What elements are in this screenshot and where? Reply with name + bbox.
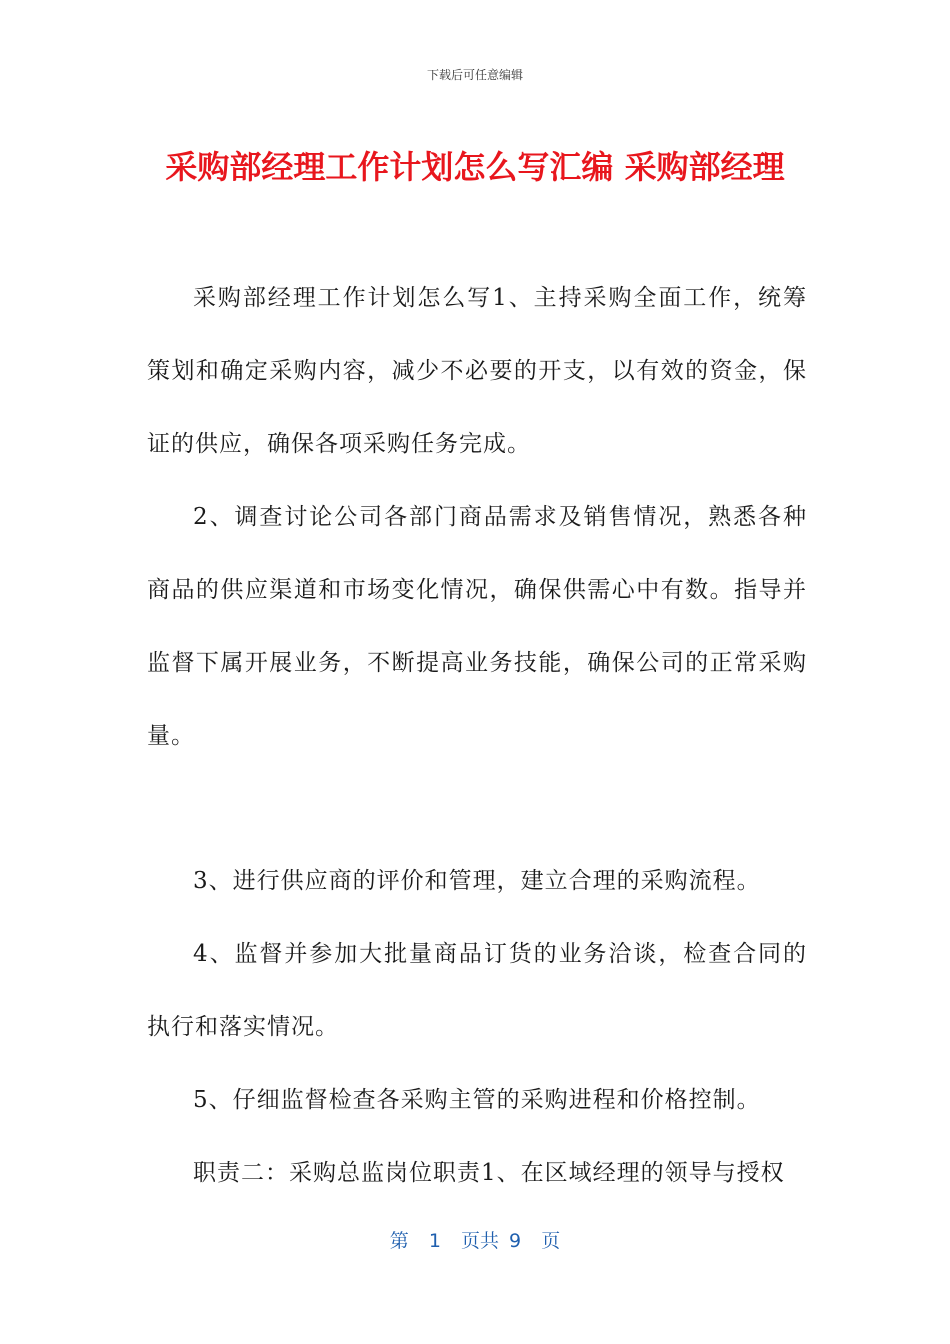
paragraph: 采购部经理工作计划怎么写1、主持采购全面工作，统筹策划和确定采购内容，减少不必要的开支，以有效的资金，保证的供应，确保各项采购任务完成。 bbox=[147, 285, 807, 457]
paragraph: 职责二：采购总监岗位职责1、在区域经理的领导与授权 bbox=[193, 1160, 785, 1186]
page-number-footer bbox=[0, 1226, 950, 1253]
document-title: 采购部经理工作计划怎么写汇编 采购部经理 bbox=[165, 148, 785, 186]
document-body bbox=[147, 262, 807, 1210]
paragraph: 3、进行供应商的评价和管理，建立合理的采购流程。 bbox=[193, 868, 761, 894]
paragraph: 4、监督并参加大批量商品订货的业务洽谈，检查合同的执行和落实情况。 bbox=[147, 941, 807, 1040]
paragraph: 5、仔细监督检查各采购主管的采购进程和价格控制。 bbox=[193, 1087, 761, 1113]
header-note: 下载后可任意编辑 bbox=[426, 68, 523, 82]
page-number-label: 第 1 页共 9 页 bbox=[389, 1230, 561, 1252]
paragraph: 2、调查讨论公司各部门商品需求及销售情况，熟悉各种商品的供应渠道和市场变化情况，确保供需心中有数。指导并监督下属开展业务，不断提高业务技能，确保公司的正常采购量。 bbox=[147, 504, 807, 749]
